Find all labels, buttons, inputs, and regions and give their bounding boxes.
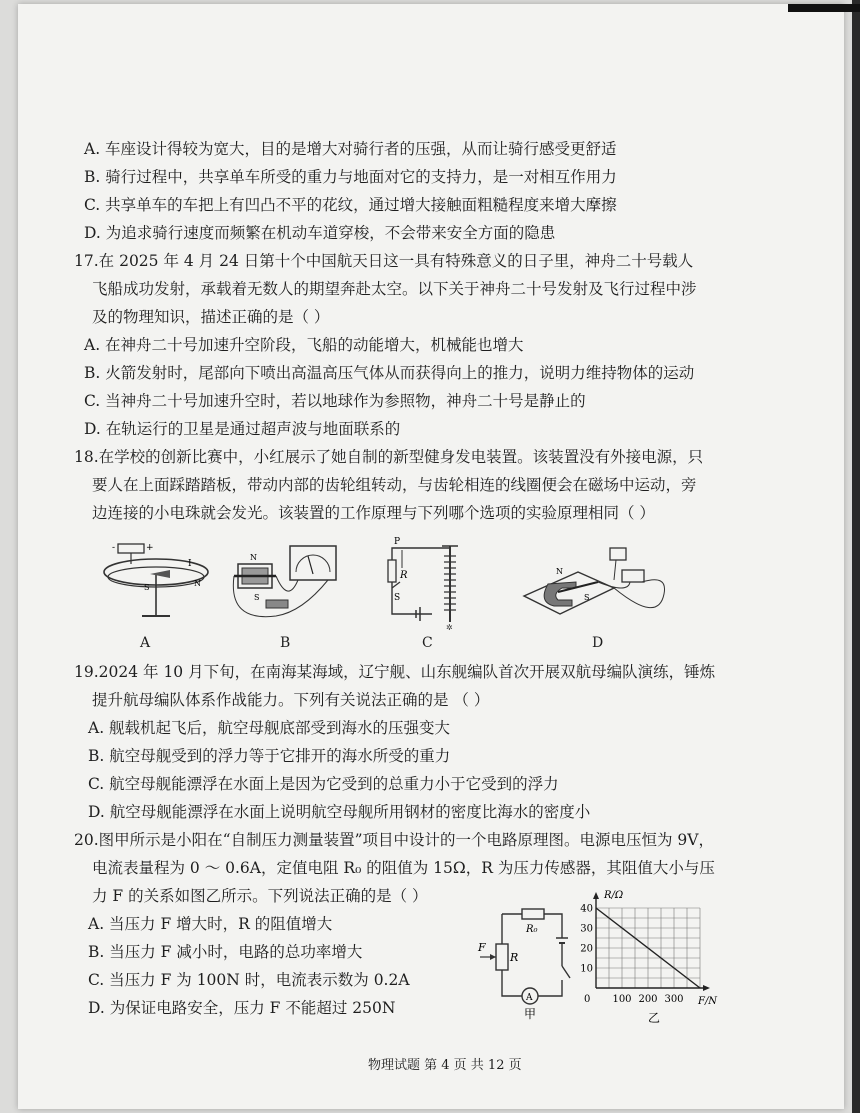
fig-c-p-label: P (394, 537, 401, 547)
q19-option-a: A. 舰载机起飞后，航空母舰底部受到海水的压强变大 (88, 719, 451, 737)
fig-a-n-label: N (194, 579, 201, 588)
fig-b-n-label: N (250, 553, 257, 562)
q19-option-d: D. 航空母舰能漂浮在水面上说明航空母舰所用钢材的密度比海水的密度小 (88, 803, 591, 821)
fig-d-s-label: S (584, 593, 590, 602)
exam-page (18, 4, 844, 1109)
circuit-r0-label: R₀ (526, 924, 538, 935)
q20-option-d: D. 为保证电路安全，压力 F 不能超过 250N (88, 999, 396, 1017)
q20-resistance-force-chart (576, 888, 726, 1028)
scan-edge-right (852, 0, 860, 1113)
circuit-f-label: F (478, 941, 486, 954)
chart-x-axis-arrow (703, 985, 710, 991)
q18-figure-label-a: A (140, 635, 151, 651)
fig-a-s-label: S (144, 583, 150, 592)
q16-option-b: B. 骑行过程中，共享单车所受的重力与地面对它的支持力，是一对相互作用力 (84, 168, 617, 186)
q18-figure-c (380, 532, 480, 632)
q17-option-a: A. 在神舟二十号加速升空阶段，飞船的动能增大，机械能也增大 (84, 336, 524, 354)
chart-y-tick-40: 40 (580, 903, 593, 915)
chart-x-tick-200: 200 (638, 994, 658, 1005)
chart-x-label: F/N (698, 996, 718, 1007)
chart-caption: 乙 (648, 1011, 661, 1025)
circuit-r-label: R (510, 951, 519, 964)
q16-option-c: C. 共享单车的车把上有凹凸不平的花纹，通过增大接触面粗糙程度来增大摩擦 (84, 196, 617, 214)
fig-d-n-label: N (556, 567, 563, 576)
q20-stem-line-2: 电流表量程为 0 ～ 0.6A，定值电阻 R₀ 的阻值为 15Ω，R 为压力传感器，其阻值大小与压 (92, 859, 715, 877)
q20-stem-line-3: 力 F 的关系如图乙所示。下列说法正确的是（ ） (92, 887, 428, 905)
q17-option-b: B. 火箭发射时，尾部向下喷出高温高压气体从而获得向上的推力，说明力维持物体的运动 (84, 364, 695, 382)
q19-stem-line-2: 提升航母编队体系作战能力。下列有关说法正确的是 （ ） (92, 691, 490, 709)
q20-stem-line-1: 20.图甲所示是小阳在“自制压力测量装置”项目中设计的一个电路原理图。电源电压恒为 9V， (74, 831, 714, 849)
fig-a-plus-label: + (146, 543, 154, 553)
q18-figure-d (518, 534, 668, 629)
q16-option-d: D. 为追求骑行速度而频繁在机动车道穿梭，不会带来安全方面的隐患 (84, 224, 556, 242)
q17-stem-line-1: 17.在 2025 年 4 月 24 日第十个中国航天日这一具有特殊意义的日子里，神舟二十号载人 (74, 252, 694, 270)
fig-b-s-label: S (254, 593, 260, 602)
q17-option-d: D. 在轨运行的卫星是通过超声波与地面联系的 (84, 420, 401, 438)
fig-a-current-label: I (188, 559, 192, 569)
chart-y-axis-arrow (593, 892, 599, 899)
chart-origin-label: 0 (584, 994, 591, 1005)
chart-y-tick-20: 20 (580, 943, 593, 955)
fig-a-minus-label: - (112, 543, 116, 553)
q19-option-b: B. 航空母舰受到的浮力等于它排开的海水所受的重力 (88, 747, 451, 765)
q18-stem-line-2: 要人在上面踩踏踏板，带动内部的齿轮组转动，与齿轮相连的线圈便会在磁场中运动，旁 (92, 476, 697, 494)
q18-figure-label-c: C (422, 635, 433, 651)
scan-edge-top (788, 4, 860, 12)
q18-figure-label-b: B (280, 635, 291, 651)
chart-y-tick-10: 10 (580, 963, 593, 975)
ammeter-symbol: A (526, 993, 533, 1003)
q18-stem-line-3: 边连接的小电珠就会发光。该装置的工作原理与下列哪个选项的实验原理相同（ ） (92, 504, 655, 522)
q20-option-a: A. 当压力 F 增大时，R 的阻值增大 (88, 915, 333, 933)
q20-circuit-diagram (474, 904, 584, 1022)
q20-option-c: C. 当压力 F 为 100N 时，电流表示数为 0.2A (88, 971, 410, 989)
circuit-caption: 甲 (524, 1007, 537, 1021)
chart-y-label: R/Ω (604, 890, 624, 901)
q18-figure-b (228, 534, 348, 629)
q17-option-c: C. 当神舟二十号加速升空时，若以地球作为参照物，神舟二十号是静止的 (84, 392, 586, 410)
q19-option-c: C. 航空母舰能漂浮在水面上是因为它受到的总重力小于它受到的浮力 (88, 775, 559, 793)
page-footer: 物理试题 第 4 页 共 12 页 (368, 1058, 522, 1073)
svg-text:✲: ✲ (446, 623, 453, 632)
q19-stem-line-1: 19.2024 年 10 月下旬，在南海某海域，辽宁舰、山东舰编队首次开展双航母编队演练，锤炼 (74, 663, 716, 681)
q16-option-a: A. 车座设计得较为宽大，目的是增大对骑行者的压强，从而让骑行感受更舒适 (84, 140, 617, 158)
q17-stem-line-2: 飞船成功发射，承载着无数人的期望奔赴太空。以下关于神舟二十号发射及飞行过程中涉 (92, 280, 697, 298)
chart-y-tick-30: 30 (580, 923, 593, 935)
chart-x-tick-300: 300 (664, 994, 684, 1005)
chart-x-tick-100: 100 (612, 994, 632, 1005)
fig-c-r-label: R (400, 570, 408, 581)
q18-figure-label-d: D (592, 635, 604, 651)
q18-stem-line-1: 18.在学校的创新比赛中，小红展示了她自制的新型健身发电装置。该装置没有外接电源，只 (74, 448, 704, 466)
q18-figure-a (98, 534, 218, 629)
q20-option-b: B. 当压力 F 减小时，电路的总功率增大 (88, 943, 363, 961)
fig-c-s-label: S (394, 593, 401, 603)
q17-stem-line-3: 及的物理知识，描述正确的是（ ） (92, 308, 330, 326)
